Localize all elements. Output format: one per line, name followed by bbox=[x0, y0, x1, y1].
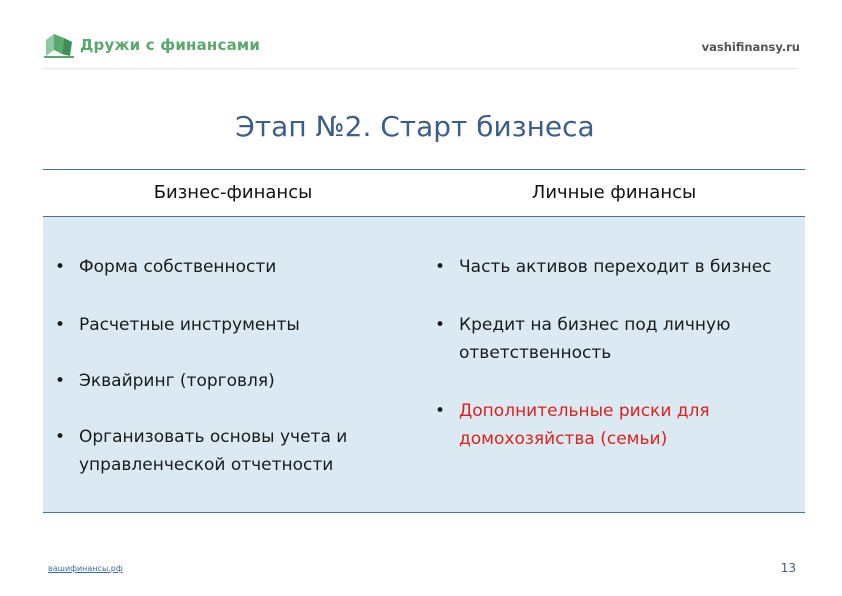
table-header-row bbox=[43, 170, 805, 216]
page-number: 13 bbox=[780, 561, 796, 575]
slide-header bbox=[0, 0, 842, 72]
leaf-logo-icon bbox=[44, 32, 74, 58]
list-item: • Расчетные инструменты bbox=[51, 311, 411, 339]
list-item: • Организовать основы учета и управленческой отчетности bbox=[51, 423, 411, 479]
list-item-highlighted: • Дополнительные риски для домохозяйства (семьи) bbox=[431, 397, 801, 453]
table-body bbox=[43, 217, 805, 512]
column-header-business: Бизнес-финансы bbox=[153, 182, 313, 203]
footer-link[interactable]: вашифинансы.рф bbox=[48, 564, 123, 573]
table-bottom-border bbox=[43, 512, 805, 513]
list-item: • Часть активов переходит в бизнес bbox=[431, 253, 801, 281]
list-item: • Форма собственности bbox=[51, 253, 411, 281]
slide-title-text: Этап №2. Старт бизнеса bbox=[235, 110, 595, 143]
business-finance-list bbox=[51, 253, 411, 479]
site-url[interactable]: vashifinansy.ru bbox=[701, 40, 800, 54]
list-item: • Кредит на бизнес под личную ответственность bbox=[431, 311, 801, 367]
logo-text: Дружи с финансами bbox=[80, 36, 261, 54]
slide-title bbox=[0, 110, 842, 143]
list-item: • Эквайринг (торговля) bbox=[51, 367, 411, 395]
comparison-table bbox=[43, 169, 805, 513]
personal-finance-list bbox=[431, 253, 801, 453]
column-header-personal: Личные финансы bbox=[531, 182, 697, 203]
header-divider bbox=[44, 68, 798, 69]
logo[interactable] bbox=[44, 32, 260, 58]
